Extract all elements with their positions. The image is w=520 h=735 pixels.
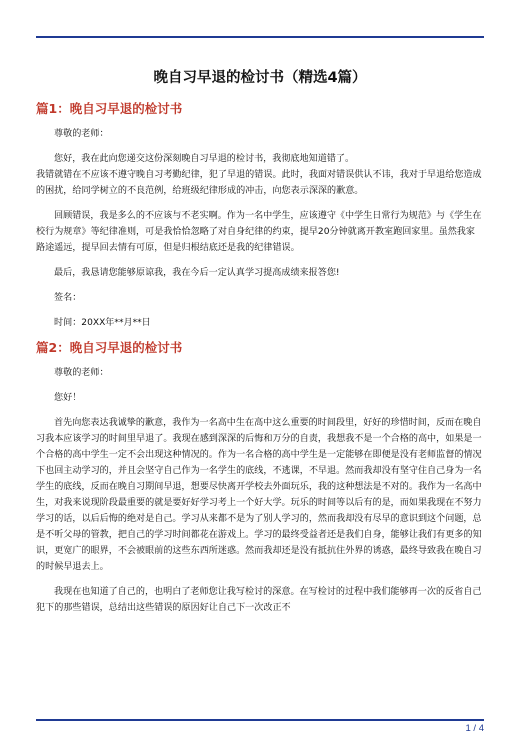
section-2-salutation: 尊敬的老师： [54,368,109,378]
section-1-paragraph-2: 回顾错误，我是多么的不应该与不老实啊。作为一名中学生，应该遵守《中学生日常行为规范》与《学生在校行为规章》等纪律准则，可是我恰恰忽略了对自身纪律的约束，提早20分钟就离开教室跑回家里。虽然我家路途遥远，提早回去情有可原，但是归根结底还是我的纪律错误。 [36,211,482,253]
section-1-date: 时间：20XX年**月**日 [54,318,151,328]
section-2 [36,340,484,616]
section-1-heading: 篇1：晚自习早退的检讨书 [36,101,183,116]
section-2-greeting: 您好！ [54,393,82,403]
section-2-heading: 篇2：晚自习早退的检讨书 [36,340,183,355]
section-1 [36,101,484,331]
section-1-paragraph-1-body: 我错就错在不应该不遵守晚自习考勤纪律，犯了早退的错误。此时，我面对错误供认不讳，我对于早退给您造成的困扰，给同学树立的不良范例，给班级纪律形成的冲击，向您表示深深的歉意。 [36,170,482,196]
section-1-salutation: 尊敬的老师： [54,129,109,139]
footer-rule [36,719,484,721]
document-title: 晚自习早退的检讨书（精选4篇） [153,70,367,86]
section-2-paragraph-1: 首先向您表达我诚挚的歉意，我作为一名高中生在高中这么重要的时间段里，好好的珍惜时间，反而在晚自习我本应该学习的时间里早退了。我现在感到深深的后悔和万分的自责，我想我不是一个合格的高中，如果是一个合格的高中学生一定不会出现这种情况的。作为一名合格的高中学生是一定能够在即便是没有老师监督的情况下也回主动学习的，并且会坚守自己作为一名学生的底线，不逃课，不早退。然而我却没有坚守住自己身为一名学生的底线，反而在晚自习期间早退，想要尽快离开学校去外面玩乐，我的这种想法是不对的。我作为一名高中生，对我来说现阶段最重要的就是要好好学习考上一个好大学。玩乐的时间等以后有的是，而如果我现在不努力学习的话，以后后悔的绝对是自己。学习从来都不是为了别人学习的，然而我却没有尽早的意识到这个问题，总是不听父母的管教，把自己的学习时间都花在游戏上。学习的最终受益者还是我们自身，能够让我们有更多的知识，更宽广的眼界，不会被眼前的这些东西所迷惑。然而我却还是没有抵抗住外界的诱惑，最终导致我在晚自习的时候早退去上。 [36,418,482,572]
section-1-paragraph-1 [36,151,484,199]
page-number: 1 / 4 [465,723,484,734]
section-1-paragraph-3: 最后，我恳请您能够原谅我，我在今后一定认真学习提高成绩来报答您! [54,268,340,278]
section-1-signature: 签名： [54,293,82,303]
document-page [36,40,484,625]
section-1-paragraph-1-lead: 您好，我在此向您递交这份深刻晚自习早退的检讨书，我彻底地知道错了。 [54,154,355,164]
header-rule [36,36,484,38]
section-2-paragraph-2: 我现在也知道了自己的，也明白了老师您让我写检讨的深意。在写检讨的过程中我们能够再一次的反省自己犯下的那些错误，总结出这些错误的原因好让自己下一次改正不 [36,587,482,613]
